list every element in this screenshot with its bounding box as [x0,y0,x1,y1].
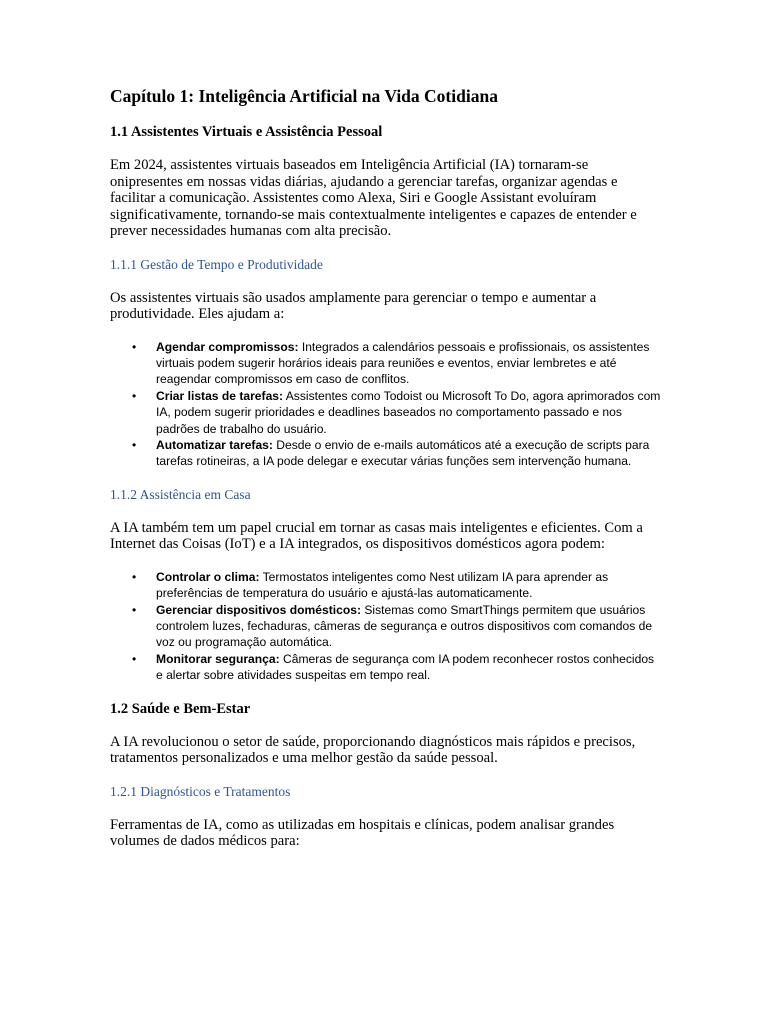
bullet-icon: • [132,437,137,452]
list-item [132,437,662,470]
subsection-1-2-1-paragraph: Ferramentas de IA, como as utilizadas em hospitais e clínicas, podem analisar grandes volumes de dados médicos para: [110,816,615,850]
subsection-heading-1-1-2: 1.1.2 Assistência em Casa [110,486,251,502]
bullet-icon: • [132,569,137,584]
list-item-text: Assistentes como Todoist ou Microsoft To Do, agora aprimorados com IA, podem sugerir prioridades e deadlines baseados no comportamento passado e nos padrões de trabalho do usuário. [156,388,661,436]
section-heading-1-1: 1.1 Assistentes Virtuais e Assistência Pessoal [110,124,383,140]
subsection-1-1-2-paragraph: A IA também tem um papel crucial em tornar as casas mais inteligentes e eficientes. Com a Internet das Coisas (IoT) e a IA integrados, os dispositivos domésticos agora podem: [110,519,643,553]
list-item-label: Criar listas de tarefas: [156,388,284,403]
list-item-label: Gerenciar dispositivos domésticos: [156,602,361,617]
section-1-1-paragraph: Em 2024, assistentes virtuais baseados em Inteligência Artificial (IA) tornaram-se onipresentes em nossas vidas diárias, ajudando a gerenciar tarefas, organizar agendas e facilitar a comunicação. Assistentes como Alexa, Siri e Google Assistant evoluíram significativamente, tornando-se mais contextualmente inteligentes e capazes de entender e prever necessidades humanas com alta precisão. [110,157,637,239]
bullet-list-home [110,569,662,684]
list-item-text: Câmeras de segurança com IA podem reconhecer rostos conhecidos e alertar sobre atividades suspeitas em tempo real. [156,651,655,683]
list-item-text: Desde o envio de e-mails automáticos até a execução de scripts para tarefas rotineiras, a IA pode delegar e executar várias funções sem intervenção humana. [156,437,650,469]
bullet-list-productivity [110,339,662,470]
subsection-1-1-1-paragraph: Os assistentes virtuais são usados amplamente para gerenciar o tempo e aumentar a produtividade. Eles ajudam a: [110,289,597,322]
list-item-label: Monitorar segurança: [156,651,280,666]
list-item [132,388,662,437]
list-item [132,651,662,684]
bullet-icon: • [132,602,137,617]
bullet-icon: • [132,651,137,666]
list-item-label: Controlar o clima: [156,569,260,584]
subsection-heading-1-2-1: 1.2.1 Diagnósticos e Tratamentos [110,783,291,799]
list-item-label: Agendar compromissos: [156,339,299,354]
subsection-heading-1-1-1: 1.1.1 Gestão de Tempo e Produtividade [110,256,323,272]
document-page [110,86,662,866]
list-item [132,602,662,651]
list-item [132,569,662,602]
section-heading-1-2: 1.2 Saúde e Bem-Estar [110,700,251,717]
list-item-text: Sistemas como SmartThings permitem que usuários controlem luzes, fechaduras, câmeras de segurança e outros dispositivos com comandos de voz ou programação automática. [156,602,653,650]
list-item [132,339,662,388]
bullet-icon: • [132,339,137,354]
bullet-icon: • [132,388,137,403]
list-item-label: Automatizar tarefas: [156,437,273,452]
list-item-text: Termostatos inteligentes como Nest utilizam IA para aprender as preferências de temperatura do usuário e ajustá-las automaticamente. [156,569,609,601]
chapter-title: Capítulo 1: Inteligência Artificial na Vida Cotidiana [110,86,498,106]
list-item-text: Integrados a calendários pessoais e profissionais, os assistentes virtuais podem sugerir horários ideais para reuniões e eventos, enviar lembretes e até reagendar compromissos em caso de conflitos. [156,339,650,387]
section-1-2-paragraph: A IA revolucionou o setor de saúde, proporcionando diagnósticos mais rápidos e precisos, tratamentos personalizados e uma melhor gestão da saúde pessoal. [110,733,636,767]
